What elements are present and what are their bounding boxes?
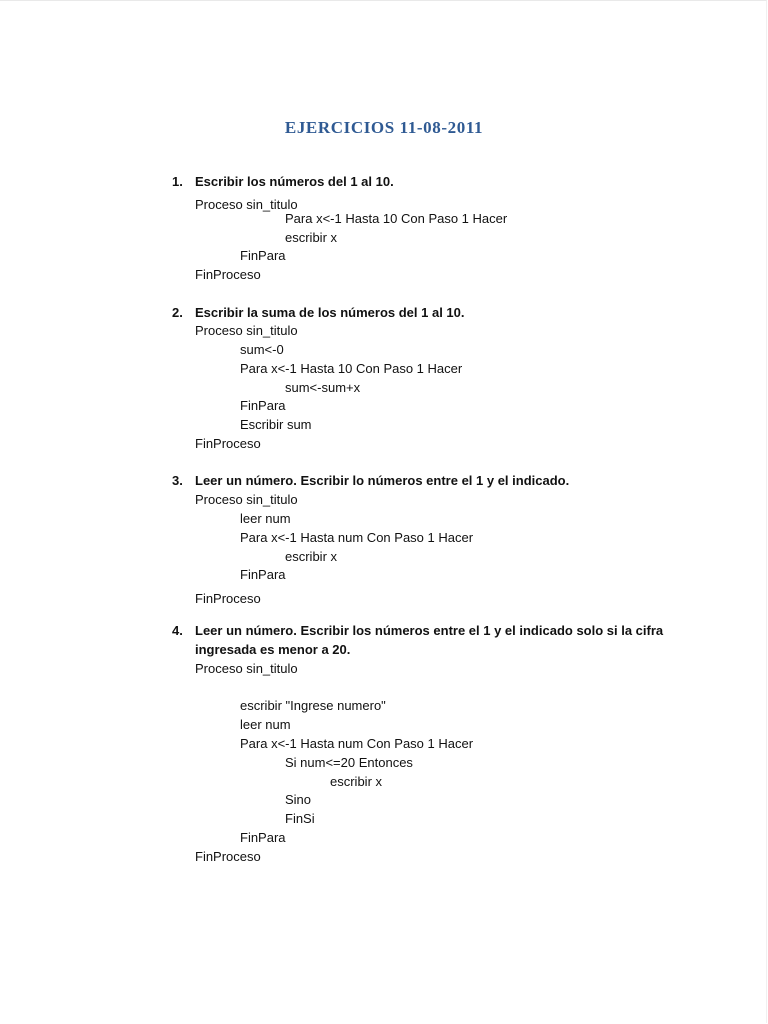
code-line: escribir x <box>330 774 383 789</box>
exercise-heading-continued: ingresada es menor a 20. <box>195 642 351 657</box>
code-line: FinPara <box>240 830 286 845</box>
code-line: Para x<-1 Hasta 10 Con Paso 1 Hacer <box>240 361 463 376</box>
exercise-heading: Escribir los números del 1 al 10. <box>195 174 394 189</box>
code-line: FinProceso <box>195 267 261 282</box>
code-line: escribir x <box>285 549 338 564</box>
exercise-heading: Leer un número. Escribir los números entre el 1 y el indicado solo si la cifra <box>195 623 664 638</box>
code-line: Para x<-1 Hasta num Con Paso 1 Hacer <box>240 736 474 751</box>
exercise-heading: Leer un número. Escribir lo números entre el 1 y el indicado. <box>195 473 570 488</box>
code-line: Proceso sin_titulo <box>195 492 298 507</box>
code-line: Sino <box>285 792 312 807</box>
code-line: Proceso sin_titulo <box>195 197 298 212</box>
code-line: Escribir sum <box>240 417 312 432</box>
code-line: FinSi <box>285 811 315 826</box>
code-line: Si num<=20 Entonces <box>285 755 413 770</box>
exercise-number: 3. <box>172 473 183 488</box>
code-line: FinPara <box>240 398 286 413</box>
code-line: Proceso sin_titulo <box>195 661 298 676</box>
code-line: FinPara <box>240 248 286 263</box>
code-line: escribir "Ingrese numero" <box>240 698 386 713</box>
code-line: leer num <box>240 511 291 526</box>
code-line: leer num <box>240 717 291 732</box>
code-line: sum<-sum+x <box>285 380 361 395</box>
code-line: Proceso sin_titulo <box>195 323 298 338</box>
document-title: EJERCICIOS 11-08-2011 <box>284 118 484 137</box>
code-line: FinProceso <box>195 849 261 864</box>
exercise-number: 1. <box>172 174 183 189</box>
code-line: Para x<-1 Hasta 10 Con Paso 1 Hacer <box>285 211 508 226</box>
code-line: escribir x <box>285 230 338 245</box>
exercise-number: 4. <box>172 623 183 638</box>
exercise-heading: Escribir la suma de los números del 1 al 10. <box>195 305 465 320</box>
exercise-number: 2. <box>172 305 183 320</box>
code-line: Para x<-1 Hasta num Con Paso 1 Hacer <box>240 530 474 545</box>
code-line: FinProceso <box>195 436 261 451</box>
code-line: sum<-0 <box>240 342 284 357</box>
code-line: FinProceso <box>195 591 261 606</box>
code-line: FinPara <box>240 567 286 582</box>
